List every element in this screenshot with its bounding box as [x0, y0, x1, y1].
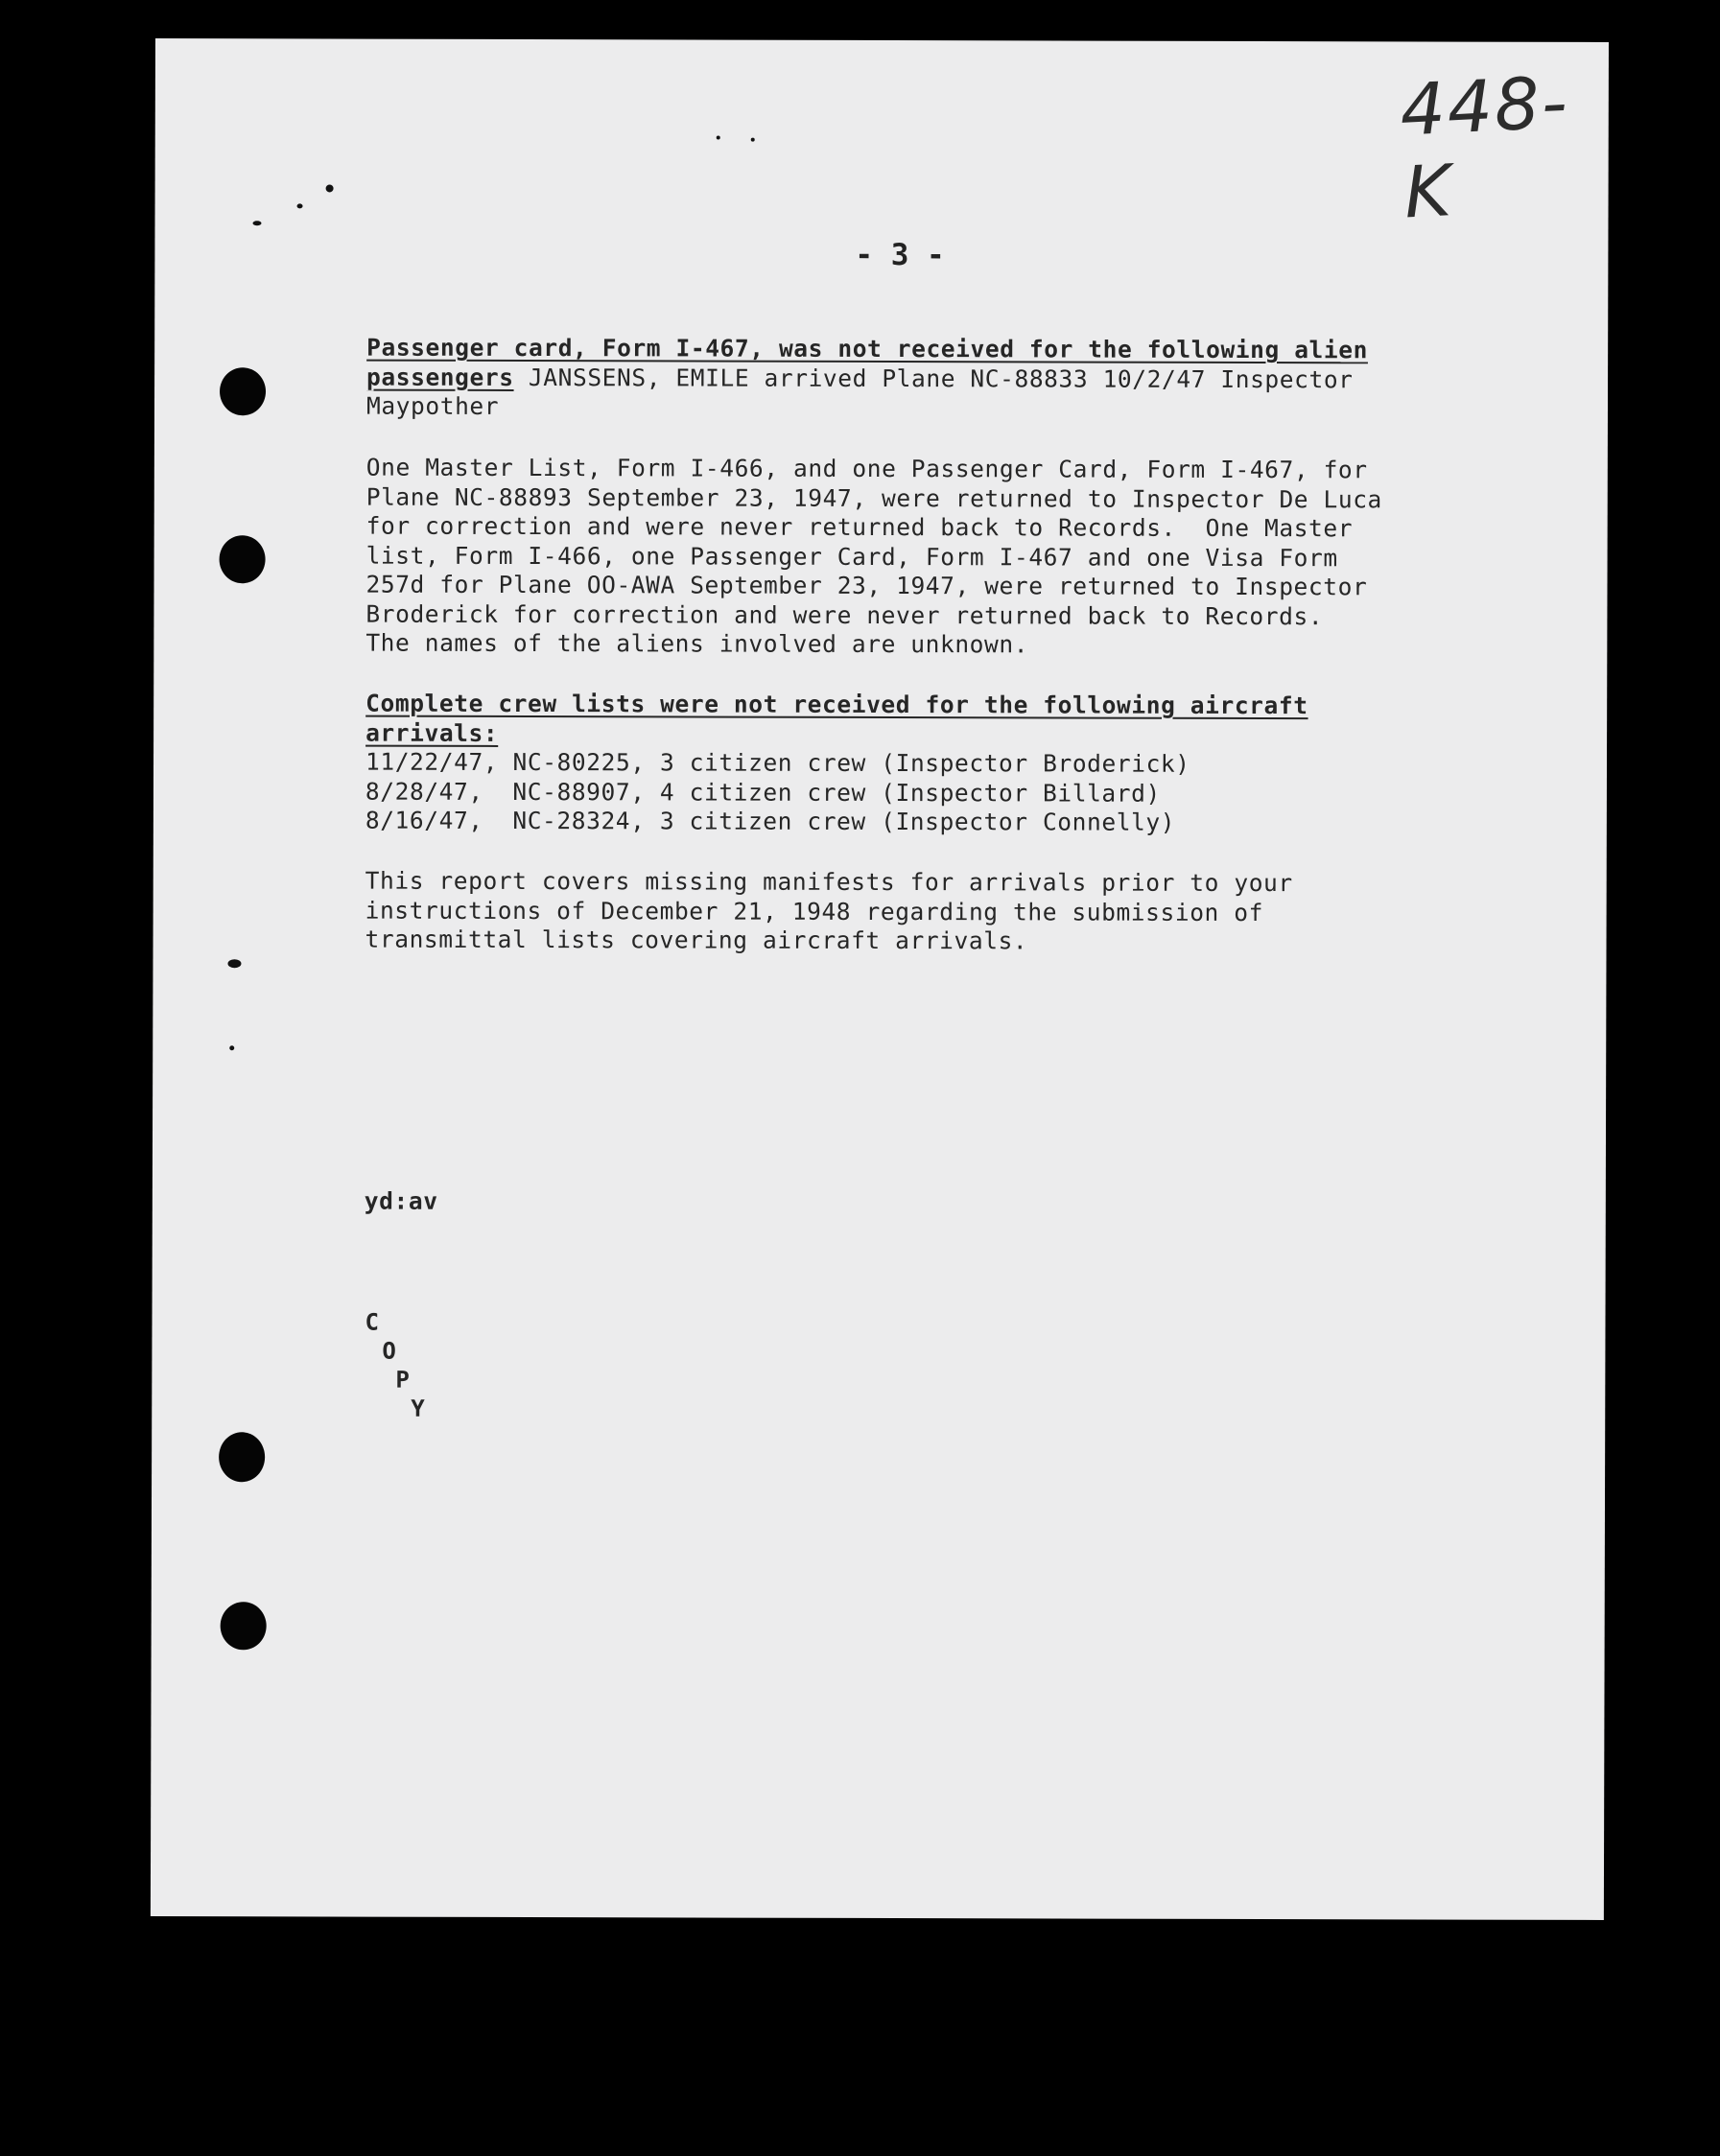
- punch-hole: [220, 367, 266, 415]
- ink-speck: [717, 136, 720, 140]
- text-line: The names of the aliens involved are unknown.: [365, 628, 1029, 659]
- copy-letter: O: [382, 1337, 396, 1365]
- underlined-line: Passenger card, Form I-467, was not received for the following alien: [366, 333, 1369, 364]
- paragraph-crew-lists: [365, 690, 1308, 838]
- underlined-word: passengers: [366, 363, 514, 391]
- text-line: instructions of December 21, 1948 regarding the submission of: [365, 896, 1264, 926]
- paragraph-report-coverage: [365, 867, 1293, 957]
- document-page: [151, 38, 1609, 1920]
- text-line: Plane NC-88893 September 23, 1947, were returned to Inspector De Luca: [365, 482, 1382, 513]
- section-heading: arrivals:: [365, 718, 499, 747]
- punch-hole: [219, 1432, 265, 1482]
- text-line: JANSSENS, EMILE arrived Plane NC-88833 10/2/47 Inspector: [513, 363, 1354, 393]
- crew-row: 8/16/47, NC-28324, 3 citizen crew (Inspector Connelly): [365, 806, 1176, 836]
- ink-speck: [252, 221, 261, 225]
- punch-hole: [220, 535, 266, 583]
- text-line: 257d for Plane OO-AWA September 23, 1947, were returned to Inspector: [365, 570, 1368, 601]
- copy-letter: C: [365, 1308, 379, 1336]
- section-heading: Complete crew lists were not received for the following aircraft: [365, 689, 1308, 720]
- text-line: This report covers missing manifests for arrivals prior to your: [365, 866, 1293, 898]
- paragraph-master-list: [365, 454, 1382, 661]
- crew-row: 8/28/47, NC-88907, 4 citizen crew (Inspector Billard): [365, 777, 1161, 808]
- punch-hole: [221, 1602, 267, 1650]
- text-line: Broderick for correction and were never returned back to Records.: [365, 599, 1324, 630]
- page-number: - 3 -: [855, 237, 945, 273]
- ink-speck: [227, 959, 241, 968]
- ink-speck: [229, 1045, 234, 1050]
- copy-letter: Y: [411, 1394, 425, 1422]
- paragraph-missing-passenger-card: [366, 334, 1368, 424]
- ink-speck: [751, 138, 755, 142]
- text-line: for correction and were never returned back to Records. One Master: [365, 511, 1354, 543]
- crew-row: 11/22/47, NC-80225, 3 citizen crew (Inspector Broderick): [365, 747, 1190, 778]
- ink-speck: [326, 184, 334, 192]
- handwritten-annotation: 448-K: [1398, 60, 1571, 235]
- text-line: One Master List, Form I-466, and one Passenger Card, Form I-467, for: [365, 453, 1368, 484]
- text-line: list, Form I-466, one Passenger Card, Form I-467 and one Visa Form: [365, 541, 1338, 572]
- typist-initials: yd:av: [364, 1186, 438, 1215]
- text-line: Maypother: [365, 391, 500, 420]
- copy-letter: P: [395, 1366, 410, 1394]
- text-line: transmittal lists covering aircraft arrivals.: [365, 925, 1028, 955]
- ink-speck: [297, 203, 303, 208]
